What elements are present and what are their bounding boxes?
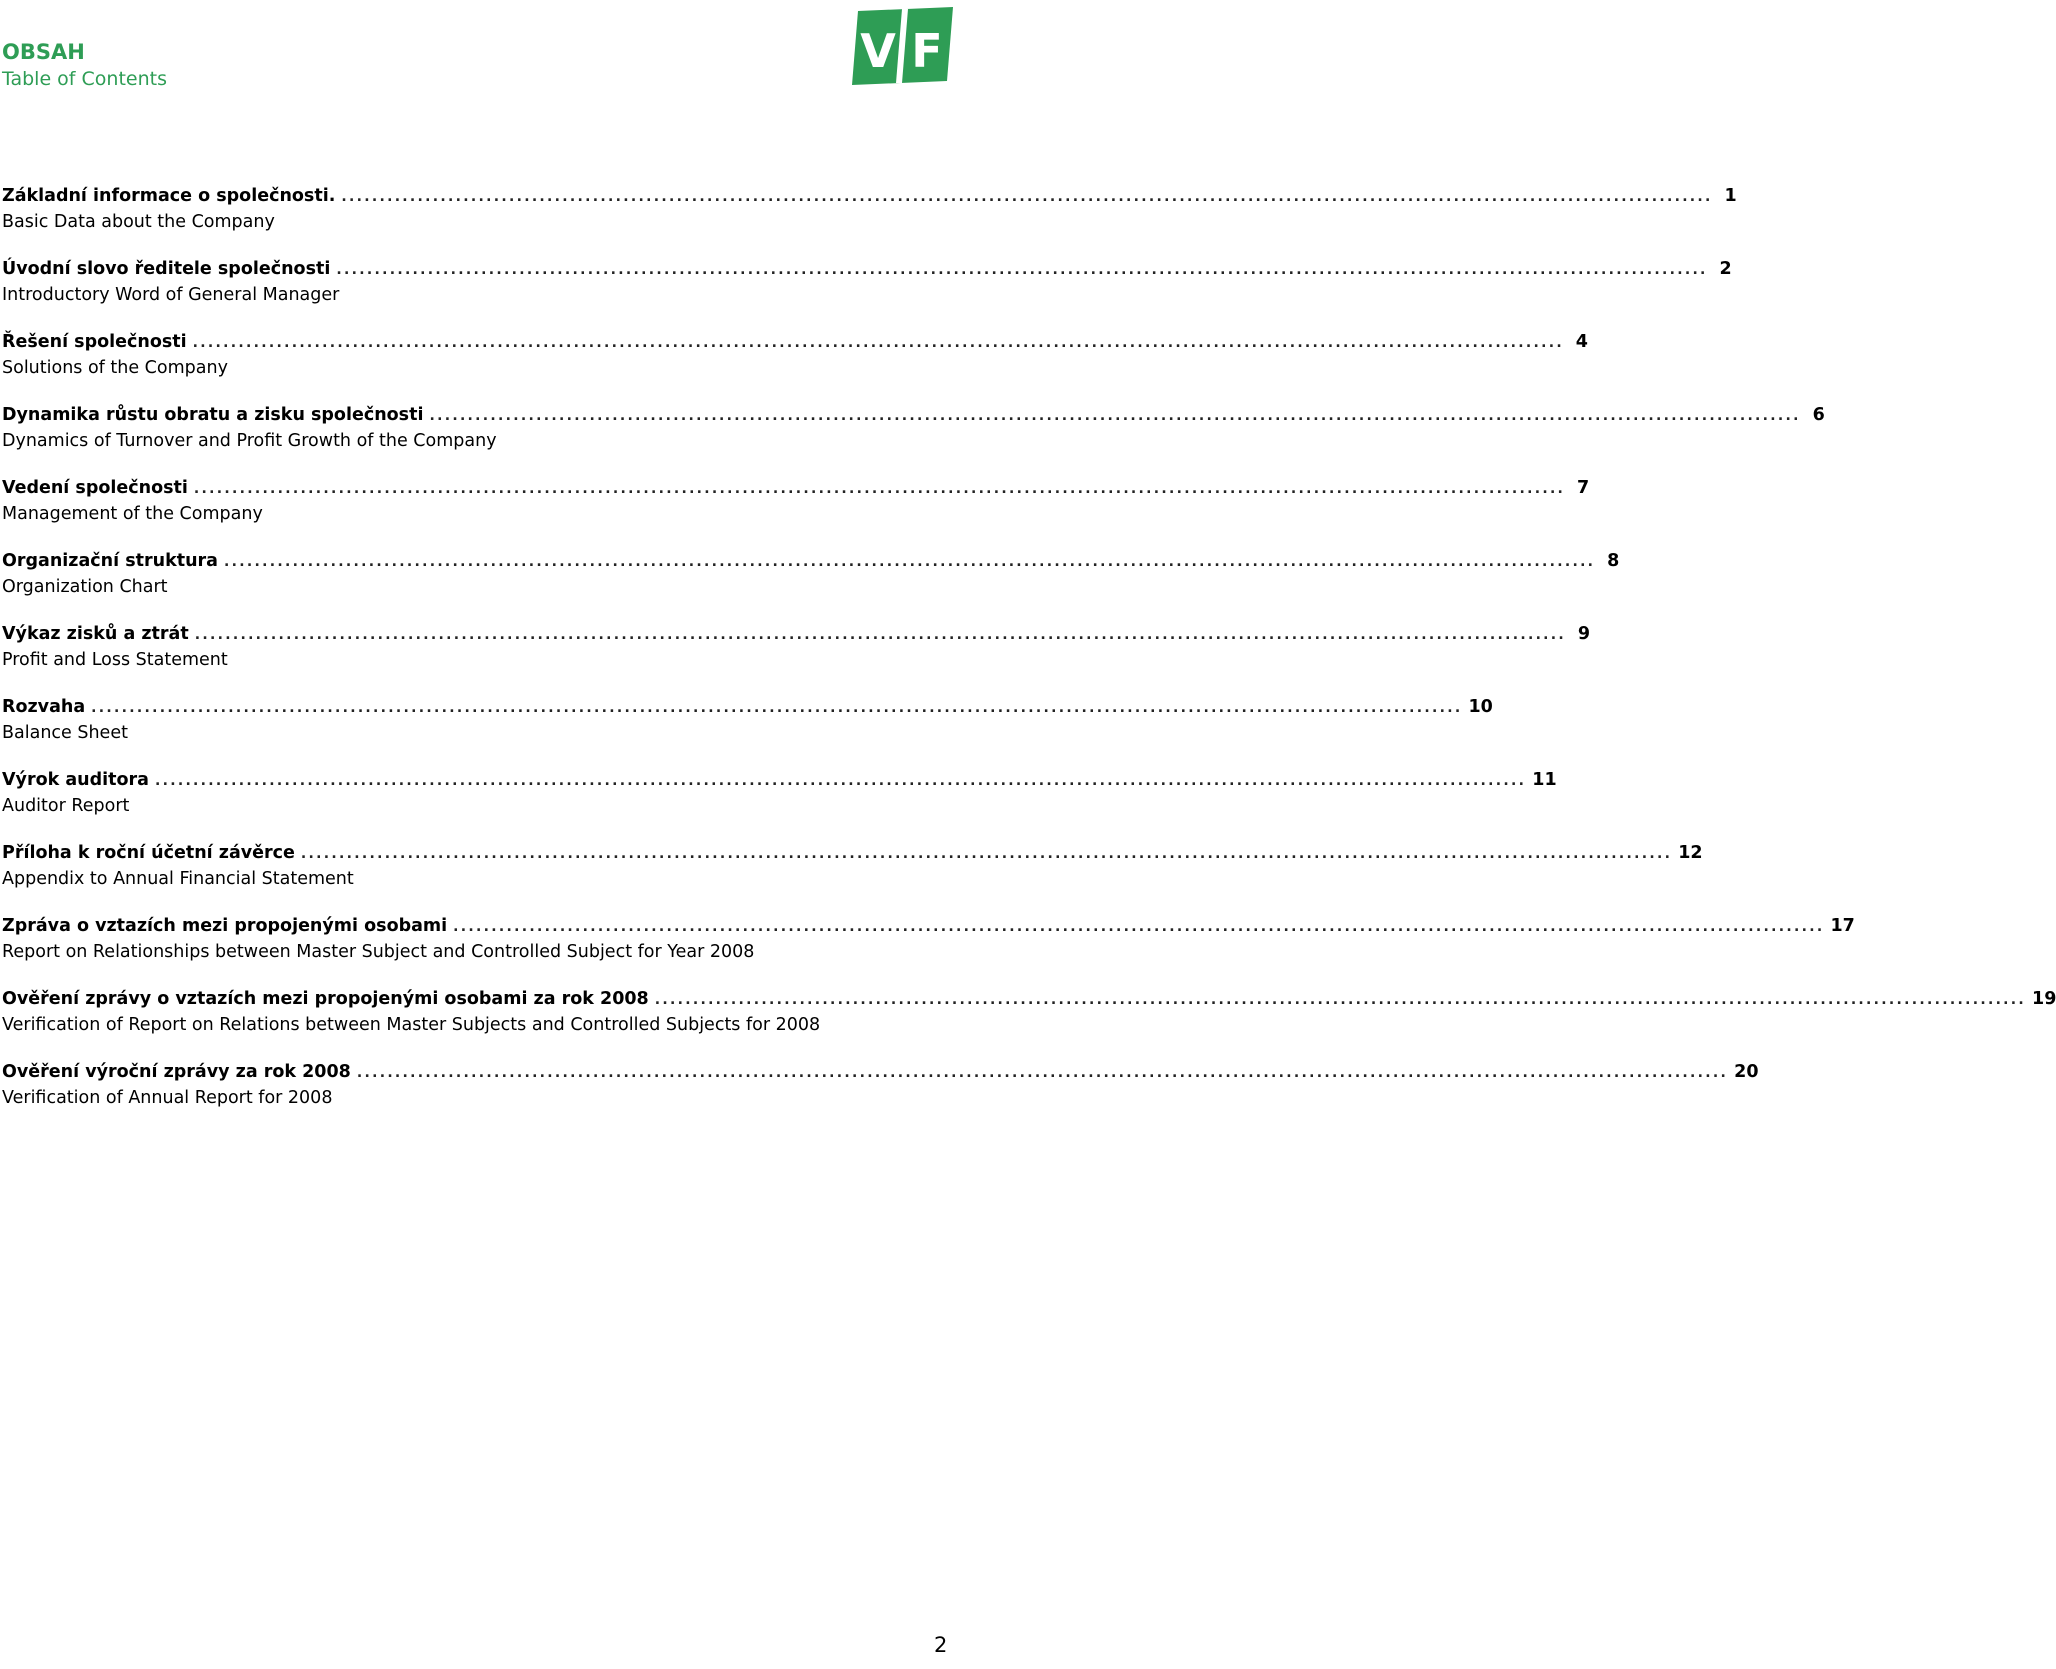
toc-entry-row bbox=[2, 478, 1590, 502]
toc-entry-title-cz: Ověření výroční zprávy za rok 2008 bbox=[2, 1062, 351, 1082]
logo-letter-f: F bbox=[911, 24, 943, 78]
toc-entry-row bbox=[2, 989, 2056, 1013]
toc-entry-page: 2 bbox=[1719, 259, 1732, 279]
dot-leader: .................................................................................................................................................................................... bbox=[194, 627, 1567, 643]
toc-entry-title-cz: Vedení společnosti bbox=[2, 478, 188, 498]
dot-leader: .................................................................................................................................................................................... bbox=[193, 481, 1566, 497]
logo-letter-v: V bbox=[860, 24, 896, 78]
toc-entry-title-cz: Řešení společnosti bbox=[2, 332, 187, 352]
toc-entry-page: 6 bbox=[1812, 405, 1825, 425]
toc-entry[interactable] bbox=[2, 916, 1855, 989]
toc-entry[interactable] bbox=[2, 1062, 1759, 1135]
toc-entry[interactable] bbox=[2, 332, 1588, 405]
dot-leader: .................................................................................................................................................................................... bbox=[224, 554, 1596, 570]
toc-entry-title-en: Balance Sheet bbox=[2, 723, 128, 743]
table-of-contents bbox=[2, 186, 2056, 1135]
toc-entry-page: 1 bbox=[1724, 186, 1737, 206]
toc-entry-page: 8 bbox=[1607, 551, 1620, 571]
toc-entry-row bbox=[2, 916, 1855, 940]
toc-entry[interactable] bbox=[2, 989, 2056, 1062]
toc-entry[interactable] bbox=[2, 259, 1732, 332]
dot-leader: .................................................................................................................................................................................... bbox=[192, 335, 1564, 351]
toc-entry-title-en: Verification of Annual Report for 2008 bbox=[2, 1088, 333, 1108]
toc-entry-title-en: Management of the Company bbox=[2, 504, 263, 524]
toc-entry-row bbox=[2, 843, 1703, 867]
toc-entry-row bbox=[2, 697, 1493, 721]
toc-title: OBSAH bbox=[2, 40, 85, 64]
toc-header bbox=[2, 38, 167, 92]
toc-entry-page: 7 bbox=[1577, 478, 1590, 498]
toc-entry-title-en: Appendix to Annual Financial Statement bbox=[2, 869, 354, 889]
dot-leader: .................................................................................................................................................................................... bbox=[654, 992, 2027, 1008]
dot-leader: .................................................................................................................................................................................... bbox=[341, 189, 1713, 205]
toc-entry-row bbox=[2, 551, 1620, 575]
toc-entry-title-en: Solutions of the Company bbox=[2, 358, 228, 378]
toc-entry-row bbox=[2, 1062, 1759, 1086]
dot-leader: .................................................................................................................................................................................... bbox=[453, 919, 1825, 935]
toc-entry-title-cz: Základní informace o společnosti. bbox=[2, 186, 336, 206]
toc-entry-title-en: Verification of Report on Relations between Master Subjects and Controlled Subjects for 2008 bbox=[2, 1015, 821, 1035]
toc-entry-page: 19 bbox=[2032, 989, 2056, 1009]
toc-entry-title-cz: Příloha k roční účetní závěrce bbox=[2, 843, 295, 863]
toc-entry-page: 4 bbox=[1575, 332, 1588, 352]
toc-entry[interactable] bbox=[2, 405, 1825, 478]
toc-entry-title-cz: Rozvaha bbox=[2, 697, 86, 717]
toc-entry-row bbox=[2, 259, 1732, 283]
toc-entry-title-cz: Organizační struktura bbox=[2, 551, 218, 571]
toc-entry[interactable] bbox=[2, 843, 1703, 916]
toc-entry-row bbox=[2, 624, 1591, 648]
toc-entry[interactable] bbox=[2, 697, 1493, 770]
toc-entry-row bbox=[2, 770, 1557, 794]
toc-entry-title-en: Dynamics of Turnover and Profit Growth of the Company bbox=[2, 431, 497, 451]
toc-entry-page: 20 bbox=[1734, 1062, 1759, 1082]
toc-entry-title-cz: Výrok auditora bbox=[2, 770, 149, 790]
toc-entry[interactable] bbox=[2, 478, 1590, 551]
dot-leader: .................................................................................................................................................................................... bbox=[356, 1065, 1729, 1081]
toc-entry-title-en: Organization Chart bbox=[2, 577, 168, 597]
toc-entry[interactable] bbox=[2, 186, 1737, 259]
toc-entry-page: 11 bbox=[1532, 770, 1557, 790]
toc-entry[interactable] bbox=[2, 624, 1591, 697]
toc-entry[interactable] bbox=[2, 770, 1557, 843]
dot-leader: .................................................................................................................................................................................... bbox=[154, 773, 1527, 789]
toc-entry-title-cz: Úvodní slovo ředitele společnosti bbox=[2, 259, 331, 279]
toc-entry-row bbox=[2, 332, 1588, 356]
toc-entry-title-en: Auditor Report bbox=[2, 796, 130, 816]
toc-entry-title-cz: Zpráva o vztazích mezi propojenými osobami bbox=[2, 916, 448, 936]
toc-entry[interactable] bbox=[2, 551, 1620, 624]
dot-leader: .................................................................................................................................................................................... bbox=[300, 846, 1673, 862]
dot-leader: .................................................................................................................................................................................... bbox=[429, 408, 1801, 424]
toc-entry-page: 9 bbox=[1577, 624, 1591, 644]
toc-entry-title-en: Report on Relationships between Master Subject and Controlled Subject for Year 2008 bbox=[2, 942, 755, 962]
toc-entry-title-en: Introductory Word of General Manager bbox=[2, 285, 340, 305]
vf-logo-icon bbox=[850, 7, 955, 85]
toc-entry-title-cz: Ověření zprávy o vztazích mezi propojenými osobami za rok 2008 bbox=[2, 989, 649, 1009]
toc-entry-row bbox=[2, 405, 1825, 429]
toc-entry-title-cz: Výkaz zisků a ztrát bbox=[2, 624, 189, 644]
toc-entry-title-en: Profit and Loss Statement bbox=[2, 650, 228, 670]
toc-entry-page: 10 bbox=[1468, 697, 1493, 717]
toc-entry-title-cz: Dynamika růstu obratu a zisku společnosti bbox=[2, 405, 424, 425]
toc-entry-title-en: Basic Data about the Company bbox=[2, 212, 275, 232]
page-number: 2 bbox=[934, 1633, 948, 1657]
toc-entry-page: 12 bbox=[1678, 843, 1703, 863]
toc-entry-row bbox=[2, 186, 1737, 210]
toc-entry-page: 17 bbox=[1830, 916, 1855, 936]
toc-subtitle: Table of Contents bbox=[2, 68, 167, 90]
dot-leader: .................................................................................................................................................................................... bbox=[336, 262, 1708, 278]
dot-leader: .................................................................................................................................................................................... bbox=[91, 700, 1463, 716]
